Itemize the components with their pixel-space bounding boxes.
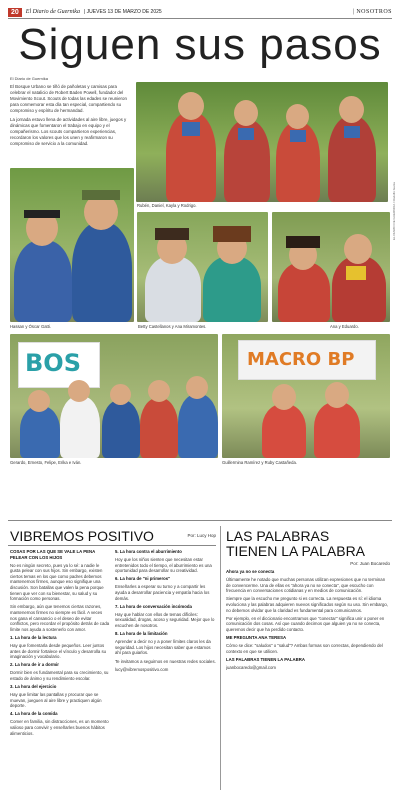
banner (238, 340, 376, 380)
header-rule (8, 18, 392, 19)
banner-text: BOS (25, 349, 81, 377)
column-paragraph: Cómo se dice: "saludos" o "salud"? Ambas formas son correctas, dependiendo del contexto en que se utilicen. (226, 643, 383, 654)
column-subhead: 1. La hora de la lectura (10, 634, 57, 640)
photo-group-4 (272, 212, 390, 322)
column-subhead: 8. La hora de la limitación (115, 631, 168, 637)
column-email: lucy@vibremospositivo.com (115, 666, 169, 672)
photo-caption: Guillermina Ramírez y Ruby Castañeda. (222, 460, 297, 465)
newspaper-name: El Diario de Guernika (25, 9, 80, 15)
column-divider (220, 526, 221, 790)
column-subhead: 2. La hora de ir a dormir (10, 662, 59, 668)
column-subhead: LAS PALABRAS TIENEN LA PALABRA (226, 656, 305, 662)
photo-credit: EL DIARIO DE GUERNIKA / Rodolfo Garza (392, 182, 396, 240)
column-subhead: 4. La hora de la comida (10, 711, 58, 717)
column-title (226, 529, 391, 559)
photo-group-3 (137, 212, 268, 322)
column-paragraph: Comer en familia, sin distracciones, es un momento valioso para convivir y enseñarles buenos hábitos alimenticios. (10, 719, 109, 736)
column-subhead: COSAS POR LAS QUE SE VALE LA PENA PELEAR CON LOS HIJOS (10, 549, 96, 560)
column-title: VIBREMOS POSITIVO (10, 528, 154, 544)
issue-date: | JUEVES 13 DE MARZO DE 2025 (83, 9, 162, 15)
column-paragraph: Últimamente he notado que muchas personas utilizan expresiones que no terminan de convencerme. Una de ellas es "ahora ya no se conecta", que escucho con frecuencia en conversaciones cotidianas y en medios de comunicación. (226, 577, 386, 594)
section-name: | NOSOTROS (352, 9, 392, 15)
photo-caption: Rubén, Daniel, Kayla y Rodrigo. (137, 203, 197, 208)
page-header (8, 6, 392, 18)
photo-group-6 (222, 334, 390, 458)
column-text (115, 549, 217, 789)
article-intro (10, 84, 128, 150)
column-subhead: 5. La hora contra el aburrimiento (115, 549, 182, 554)
intro-paragraph: La jornada estuvo llena de actividades al aire libre, juegos y dinámicas que fomentaron el trabajo en equipo y el compañerismo. Los scouts compartieron experiencias, recordaron los valores que los unen y reafirmaron su compromiso de servicio a la comunidad. (10, 117, 127, 146)
column-subhead: 6. La hora de "ni primeros" (115, 576, 171, 582)
column-email: juanbocaredo@gmail.com (226, 664, 276, 670)
column-title-line: TIENEN LA PALABRA (226, 543, 366, 559)
column-paragraph: Hoy que los niños sienten que necesitan estar entretenidos todo el tiempo, el aburrimiento es una oportunidad para desarrollar su creatividad. (115, 557, 212, 574)
column-paragraph: Aprender a decir no y a poner límites claros les da seguridad. Los hijos necesitan saber que estamos ahí para guiarlos. (115, 639, 211, 656)
column-subhead: ME PREGUNTA ANA TERESA (226, 634, 287, 640)
article-byline: El Diario de Guernika (10, 76, 49, 81)
column-text (10, 549, 110, 789)
column-paragraph: Enseñarles a esperar su turno y a compartir les ayuda a desarrollar paciencia y empatía hacia los demás. (115, 584, 210, 601)
banner-text: MACRO BP (247, 349, 355, 370)
column-paragraph: Hay que fomentarla desde pequeños. Leer juntos antes de dormir fortalece el vínculo y desarrolla su imaginación y vocabulario. (10, 642, 107, 660)
column-rule (8, 545, 216, 546)
column-paragraph: Te invitamos a seguirnos en nuestras redes sociales. (115, 658, 216, 664)
column-paragraph: Sin embargo, aún que tenemos ciertas razones, mantenernos firmes no siempre es fácil. A veces nos gana el cansancio o el deseo de evitar conflictos, pero recordar el propósito detrás de cada límite nos ayuda a sostenerlo con amor. (10, 604, 110, 632)
column-subhead: 3. La hora del ejercicio (10, 683, 57, 689)
photo-group-1 (136, 82, 388, 202)
column-text (226, 569, 390, 789)
column-byline: Por: Lucy Hop (187, 533, 216, 538)
column-paragraph: Dormir bien es fundamental para su crecimiento, su estado de ánimo y su rendimiento escolar. (10, 670, 109, 681)
column-title-line: LAS PALABRAS (226, 528, 330, 544)
column-subhead: Ahora ya no se conecta (226, 569, 275, 574)
photo-group-5 (10, 334, 218, 458)
banner (18, 342, 100, 388)
intro-paragraph: El Bosque Urbano se tiñó de pañoletas y camisas para celebrar el natalicio de Robert Baden Powell, fundador del Movimiento Scout. Scouts de todas las edades se reunieron para conmemorar esta día tan especial, compartiendo su compromiso y espíritu de hermandad. (10, 84, 127, 113)
photo-caption: Hassan y Óscar Gatti. (10, 324, 51, 329)
column-paragraph: No es ningún secreto, pues ya lo sé: a nadie le gusta pelear con sus hijos. Sin embargo, existen ciertos temas en los que como padres debemos mantenernos firmes, aunque eso signifique una discusión. Son batallas que valen la pena porque tienen que ver con su bienestar, su salud y su formación como personas. (10, 562, 104, 602)
photo-caption: Ana y Eduardo. (330, 324, 359, 329)
column-byline: Por: Juan Bocaredo (350, 561, 390, 566)
section-rule (8, 520, 392, 521)
article-headline: Siguen sus pasos (18, 20, 382, 69)
column-paragraph: Hay que hablar con ellos de temas difíciles: sexualidad, drogas, acoso y seguridad. Mejor que lo escuchen de nosotros. (115, 611, 215, 629)
column-paragraph: Por ejemplo, en el diccionario encontramos que "conectar" significa unir o poner en comunicación dos cosas. Así que cuando decimos que alguien ya no se conecta, queremos decir que ha perdido contacto. (226, 615, 385, 632)
column-subhead: 7. La hora de conversación incómoda (115, 603, 192, 609)
column-paragraph: Siempre que la escucho me pregunto si es correcta. La respuesta es sí: el idioma evoluciona y las palabras adquieren nuevos significados según su uso. Sin embargo, no debemos olvidar que la claridad es fundamental para comunicarnos. (226, 596, 388, 613)
photo-caption: Gerardo, Ernesto, Felipe, Erika e Iván. (10, 460, 82, 465)
photo-caption: Betty Castellanos y Ana Miramontes. (138, 324, 207, 329)
page-number: 20 (8, 8, 22, 17)
column-paragraph: Hay que limitar las pantallas y procurar que se muevan, jueguen al aire libre y practiquen algún deporte. (10, 692, 102, 709)
photo-group-2 (10, 168, 134, 322)
